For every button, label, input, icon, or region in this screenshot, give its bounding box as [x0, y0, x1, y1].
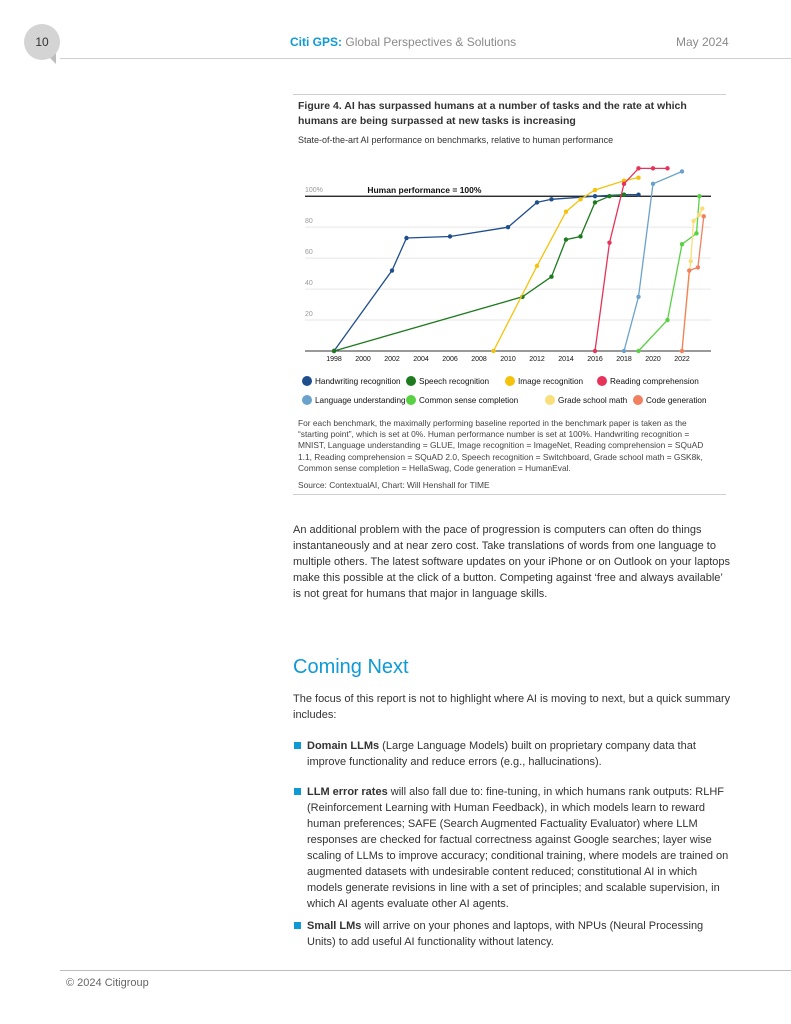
data-point — [702, 214, 706, 218]
header-date: May 2024 — [676, 35, 729, 49]
legend-item — [505, 376, 584, 386]
legend-swatch — [302, 376, 312, 386]
human-performance-label: Human performance = 100% — [367, 185, 482, 196]
series-line — [334, 195, 639, 351]
legend-label: Reading comprehension — [610, 377, 699, 386]
data-point — [651, 182, 655, 186]
header-divider — [60, 58, 791, 59]
data-point — [622, 349, 626, 353]
legend-swatch — [545, 395, 555, 405]
data-point — [448, 234, 452, 238]
bullet-text: (Large Language Models) built on proprietary company data that improve functionality and reduce errors (e.g., hallucinations). — [307, 740, 696, 768]
legend-swatch — [406, 376, 416, 386]
data-point — [622, 192, 626, 196]
data-point — [564, 237, 568, 241]
figure-subtitle: State-of-the-art AI performance on benchmarks, relative to human performance — [298, 135, 614, 145]
series-handwriting-recognition — [332, 192, 641, 353]
series-line — [639, 196, 700, 351]
figure-bottom-divider — [293, 494, 726, 495]
series-line — [334, 195, 624, 351]
x-tick-label: 2004 — [413, 356, 429, 363]
data-point — [593, 188, 597, 192]
data-point — [665, 166, 669, 170]
data-point — [636, 295, 640, 299]
x-tick-label: 2016 — [587, 356, 603, 363]
body-paragraph-2: The focus of this report is not to highlight where AI is moving to next, but a quick summary includes: — [293, 693, 731, 721]
legend-item — [302, 395, 406, 405]
human-performance-reference — [305, 185, 711, 196]
y-tick-label: 100% — [305, 187, 323, 195]
x-axis-ticks — [326, 356, 690, 363]
data-point — [593, 349, 597, 353]
y-tick-label: 40 — [305, 280, 313, 288]
header-brand-subtitle: Global Perspectives & Solutions — [345, 35, 517, 49]
footer-divider — [60, 970, 791, 971]
legend-label: Image recognition — [518, 377, 584, 386]
legend-label: Code generation — [646, 396, 707, 405]
bullet-text: will arrive on your phones and laptops, with NPUs (Neural Processing Units) to add useful AI functionality without latency. — [307, 920, 704, 948]
legend-label: Common sense completion — [419, 396, 519, 405]
series-language-understanding — [622, 169, 684, 353]
data-point — [691, 219, 695, 223]
data-point — [593, 194, 597, 198]
figure-title: Figure 4. AI has surpassed humans at a number of tasks and the rate at which humans are being surpassed at new tasks is increasing — [298, 100, 687, 127]
legend-swatch — [597, 376, 607, 386]
data-point — [636, 349, 640, 353]
bullet-item — [293, 784, 731, 912]
bullet-bold: LLM error rates — [307, 786, 388, 798]
header-brand-name: Citi GPS: — [290, 35, 343, 49]
data-point — [694, 231, 698, 235]
data-point — [680, 349, 684, 353]
chart-legend — [302, 376, 707, 405]
data-point — [549, 275, 553, 279]
data-point — [636, 166, 640, 170]
data-point — [506, 225, 510, 229]
x-tick-label: 2014 — [558, 356, 574, 363]
data-point — [593, 200, 597, 204]
bullet-item — [293, 738, 731, 770]
data-point — [696, 265, 700, 269]
data-point — [622, 182, 626, 186]
legend-label: Speech recognition — [419, 377, 490, 386]
x-tick-label: 1998 — [326, 356, 342, 363]
figure-note: For each benchmark, the maximally performing baseline reported in the benchmark paper is taken as the “starting point”, which is set at 0%. Human performance number is set at 100%. Handwriting recognition = MNIST, Language understanding = GLUE, Image recognition = ImageNet, Reading comprehension = SQuAD 1.1, Reading comprehension = SQuAD 2.0, Speech recognition = Switchboard, Grade school math = GSK8k, Common sense completion = HellaSwag, Code generation = HumanEval. — [298, 418, 704, 473]
y-tick-label: 20 — [305, 311, 313, 319]
data-point — [578, 197, 582, 201]
series-common-sense-completion — [636, 194, 701, 353]
data-point — [564, 209, 568, 213]
legend-swatch — [406, 395, 416, 405]
data-point — [680, 242, 684, 246]
data-point — [535, 200, 539, 204]
page-number-badge: 10 — [24, 24, 60, 60]
data-point — [390, 268, 394, 272]
bullet-square-icon — [294, 922, 301, 929]
data-point — [680, 169, 684, 173]
data-point — [687, 268, 691, 272]
bullet-item — [293, 918, 731, 950]
legend-swatch — [633, 395, 643, 405]
header-brand — [290, 35, 516, 49]
benchmark-chart — [293, 155, 726, 413]
body-paragraph-1: An additional problem with the pace of progression is computers can often do things instantaneously and at near zero cost. Take translations of words from one language to multiple others. The latest software updates on your iPhone or on Outlook on your laptops make this possible at the click of a button. Competing against ‘free and always available’ is not great for humans that major in language skills. — [293, 524, 730, 600]
legend-swatch — [302, 395, 312, 405]
figure-source: Source: ContextualAI, Chart: Will Henshall for TIME — [298, 480, 490, 490]
data-point — [636, 192, 640, 196]
bullet-text: will also fall due to: fine-tuning, in which humans rank outputs: RLHF (Reinforcement Learning with Human Feedback), in which models learn to reward human preferences; SAFE (Search Augmented Factuality Evaluator) where LLM responses are checked for factual correctness against Google searches; layer wise scaling of LLMs to improve accuracy; conditional training, where models are trained on augmented datasets with undesirable content reduced; constitutional AI in which models generate revisions in line with a set of principles; and scalable supervision, in which AI agents evaluate other AI agents. — [307, 786, 729, 910]
series-line — [682, 209, 702, 351]
data-point — [697, 213, 701, 217]
x-tick-label: 2002 — [384, 356, 400, 363]
x-tick-label: 2010 — [500, 356, 516, 363]
x-tick-label: 2012 — [529, 356, 545, 363]
data-point — [404, 236, 408, 240]
bullet-bold: Small LMs — [307, 920, 362, 932]
legend-item — [406, 376, 490, 386]
legend-item — [597, 376, 699, 386]
legend-label: Handwriting recognition — [315, 377, 401, 386]
x-tick-label: 2006 — [442, 356, 458, 363]
data-point — [689, 259, 693, 263]
x-tick-label: 2000 — [355, 356, 371, 363]
bullet-square-icon — [294, 788, 301, 795]
series-speech-recognition — [332, 192, 626, 353]
bullet-bold: Domain LLMs — [307, 740, 380, 752]
series-image-recognition — [491, 175, 640, 353]
y-tick-label: 60 — [305, 249, 313, 257]
y-tick-label: 80 — [305, 218, 313, 226]
legend-label: Grade school math — [558, 396, 628, 405]
chart-grid — [305, 196, 711, 351]
data-point — [665, 318, 669, 322]
figure-top-divider — [293, 94, 726, 95]
data-point — [636, 175, 640, 179]
data-point — [535, 264, 539, 268]
data-point — [651, 166, 655, 170]
data-point — [332, 349, 336, 353]
series-line — [494, 178, 639, 351]
data-point — [578, 234, 582, 238]
legend-item — [302, 376, 401, 386]
legend-item — [406, 395, 519, 405]
series-line — [624, 172, 682, 352]
data-point — [607, 240, 611, 244]
data-point — [491, 349, 495, 353]
section-heading: Coming Next — [293, 656, 409, 678]
footer-copyright: © 2024 Citigroup — [66, 977, 149, 989]
legend-item — [545, 395, 628, 405]
legend-item — [633, 395, 707, 405]
x-tick-label: 2020 — [645, 356, 661, 363]
legend-swatch — [505, 376, 515, 386]
data-point — [697, 194, 701, 198]
data-point — [607, 194, 611, 198]
y-axis-ticks — [305, 187, 323, 318]
data-point — [549, 197, 553, 201]
bullet-square-icon — [294, 742, 301, 749]
legend-label: Language understanding — [315, 396, 406, 405]
x-tick-label: 2018 — [616, 356, 632, 363]
data-point — [700, 206, 704, 210]
x-tick-label: 2008 — [471, 356, 487, 363]
x-tick-label: 2022 — [674, 356, 690, 363]
